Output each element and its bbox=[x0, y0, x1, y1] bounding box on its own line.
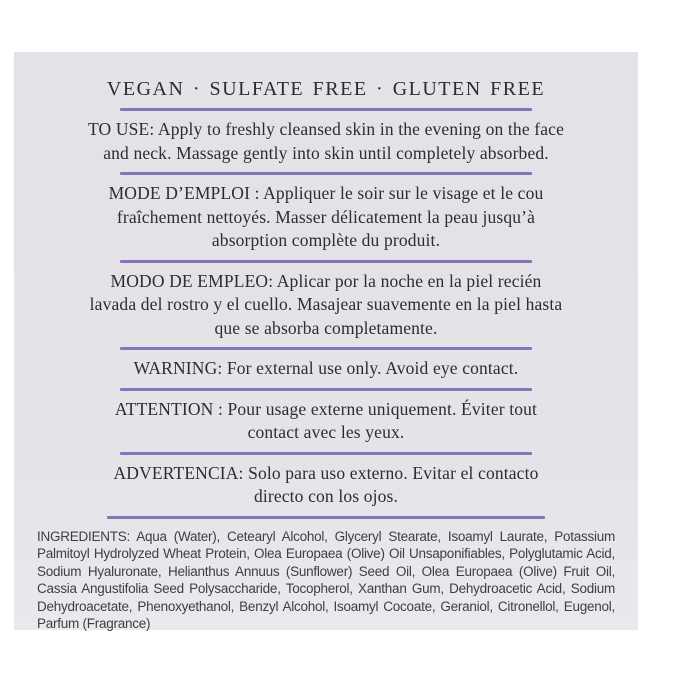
section-warning-fr bbox=[34, 398, 618, 445]
claims-line: VEGAN · SULFATE FREE · GLUTEN FREE bbox=[106, 78, 546, 100]
section-mode-emploi bbox=[34, 182, 618, 253]
to-use-line: TO USE: Apply to freshly cleansed skin in the evening on the face bbox=[88, 119, 564, 139]
label-back-panel bbox=[14, 52, 638, 630]
divider-rule bbox=[107, 516, 545, 519]
modo-empleo-line: MODO DE EMPLEO: Aplicar por la noche en la piel recién bbox=[110, 270, 542, 291]
warning-fr-line: ATTENTION : Pour usage externe uniquement. Éviter tout bbox=[114, 398, 538, 419]
section-modo-empleo bbox=[34, 270, 618, 341]
section-warning-es bbox=[34, 462, 618, 509]
divider-rule bbox=[120, 172, 532, 175]
section-warning-en bbox=[34, 357, 618, 381]
warning-fr-line: contact avec les yeux. bbox=[247, 422, 405, 442]
divider-rule bbox=[120, 108, 532, 111]
modo-empleo-line: que se absorba completamente. bbox=[214, 317, 438, 338]
section-to-use bbox=[34, 118, 618, 165]
to-use-line: and neck. Massage gently into skin until completely absorbed. bbox=[103, 142, 549, 163]
mode-emploi-line: absorption complète du produit. bbox=[211, 230, 441, 250]
warning-es-line: ADVERTENCIA: Solo para uso externo. Evitar el contacto bbox=[113, 462, 539, 483]
divider-rule bbox=[120, 452, 532, 455]
mode-emploi-line: MODE D’EMPLOI : Appliquer le soir sur le visage et le cou bbox=[108, 183, 544, 203]
warning-en-line: WARNING: For external use only. Avoid eye contact. bbox=[133, 358, 519, 378]
divider-rule bbox=[120, 347, 532, 350]
warning-es-line: directo con los ojos. bbox=[253, 486, 399, 506]
divider-rule bbox=[120, 260, 532, 263]
ingredients-text: INGREDIENTS: Aqua (Water), Cetearyl Alcohol, Glyceryl Stearate, Isoamyl Laurate, Potassium Palmitoyl Hydrolyzed Wheat Protein, Olea Europaea (Olive) Oil Unsaponifiables, Polyglutamic Acid, Sodium Hyaluronate, Helianthus Annuus (Sunflower) Seed Oil, Olea Europaea (Olive) Fruit Oil, Cassia Angustifolia Seed Polysaccharide, Tocopherol, Xanthan Gum, Dehydroacetic Acid, Sodium Dehydroacetate, Phenoxyethanol, Benzyl Alcohol, Isoamyl Cocoate, Geraniol, Citronellol, Eugenol, Parfum (Fragrance) bbox=[37, 528, 615, 631]
modo-empleo-line: lavada del rostro y el cuello. Masajear suavemente en la piel hasta bbox=[89, 294, 563, 314]
divider-rule bbox=[120, 388, 532, 391]
mode-emploi-line: fraîchement nettoyés. Masser délicatement la peau jusqu’à bbox=[116, 206, 536, 227]
